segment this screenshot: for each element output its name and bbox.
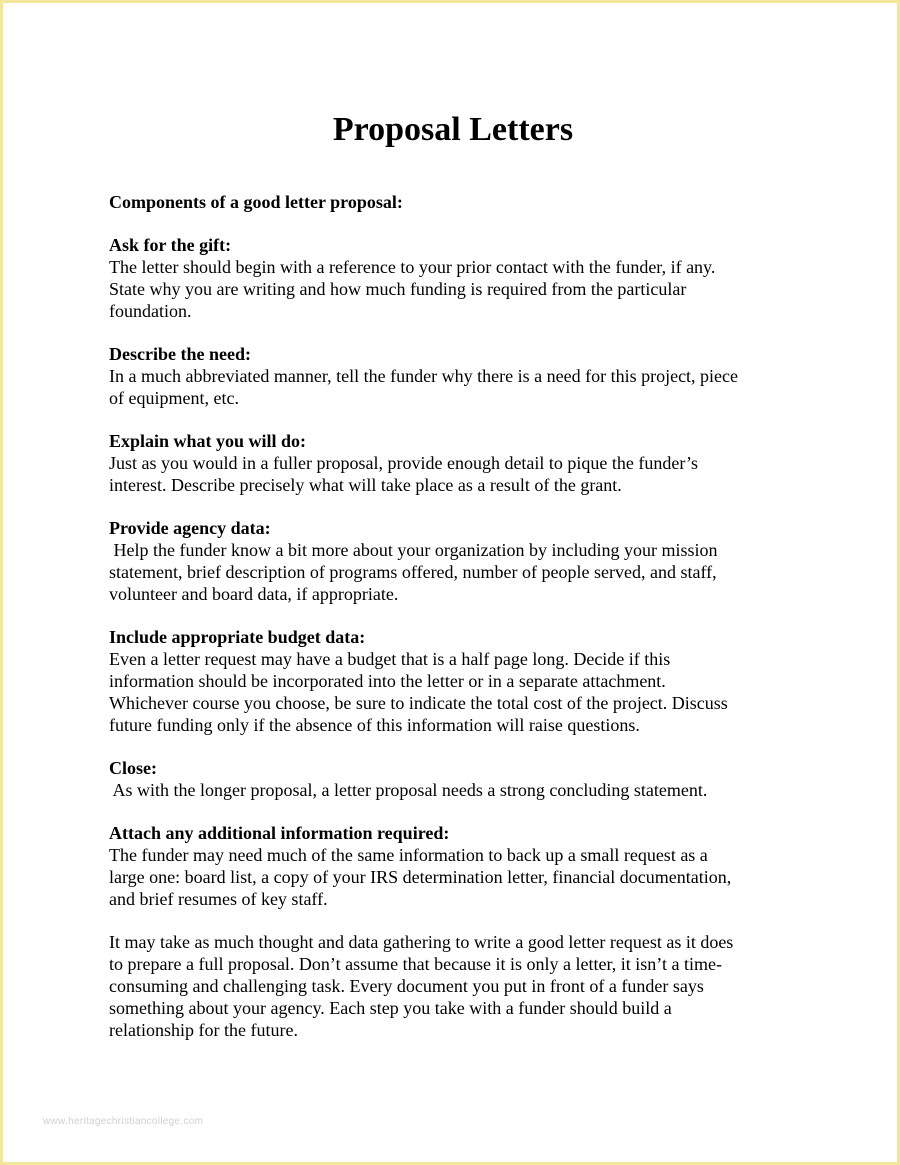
section-heading: Describe the need: bbox=[109, 344, 251, 364]
section-line: Even a letter request may have a budget that is a half page long. Decide if this bbox=[109, 649, 671, 669]
watermark-text: www.heritagechristiancollege.com bbox=[43, 1116, 204, 1127]
section-line: Whichever course you choose, be sure to indicate the total cost of the project. Discuss bbox=[109, 693, 728, 713]
section-attach-info bbox=[109, 822, 809, 910]
closing-line: to prepare a full proposal. Don’t assume that because it is only a letter, it isn’t a time- bbox=[109, 954, 722, 974]
section-heading: Close: bbox=[109, 758, 157, 778]
section-close bbox=[109, 757, 809, 801]
document-body bbox=[109, 191, 809, 1041]
section-explain-plan bbox=[109, 430, 809, 496]
section-heading: Attach any additional information required: bbox=[109, 823, 450, 843]
closing-line: consuming and challenging task. Every document you put in front of a funder says bbox=[109, 976, 704, 996]
section-line: As with the longer proposal, a letter proposal needs a strong concluding statement. bbox=[109, 780, 708, 800]
section-line: of equipment, etc. bbox=[109, 388, 239, 408]
section-heading: Provide agency data: bbox=[109, 518, 271, 538]
page-title: Proposal Letters bbox=[332, 111, 574, 148]
section-describe-need bbox=[109, 343, 809, 409]
section-line: The letter should begin with a reference to your prior contact with the funder, if any. bbox=[109, 257, 716, 277]
section-line: future funding only if the absence of this information will raise questions. bbox=[109, 715, 640, 735]
section-line: volunteer and board data, if appropriate. bbox=[109, 584, 399, 604]
section-ask-for-gift bbox=[109, 234, 809, 322]
section-line: In a much abbreviated manner, tell the funder why there is a need for this project, piece bbox=[109, 366, 739, 386]
section-budget-data bbox=[109, 626, 809, 736]
section-heading: Ask for the gift: bbox=[109, 235, 232, 255]
section-line: Help the funder know a bit more about your organization by including your mission bbox=[109, 540, 718, 560]
section-line: The funder may need much of the same information to back up a small request as a bbox=[109, 845, 708, 865]
closing-line: It may take as much thought and data gathering to write a good letter request as it does bbox=[109, 932, 734, 952]
section-line: interest. Describe precisely what will take place as a result of the grant. bbox=[109, 475, 622, 495]
section-line: statement, brief description of programs offered, number of people served, and staff, bbox=[109, 562, 717, 582]
section-heading: Include appropriate budget data: bbox=[109, 627, 366, 647]
document-subtitle: Components of a good letter proposal: bbox=[109, 192, 403, 212]
section-line: foundation. bbox=[109, 301, 192, 321]
section-agency-data bbox=[109, 517, 809, 605]
section-line: State why you are writing and how much funding is required from the particular bbox=[109, 279, 687, 299]
section-line: Just as you would in a fuller proposal, provide enough detail to pique the funder’s bbox=[109, 453, 699, 473]
section-line: large one: board list, a copy of your IRS determination letter, financial documentation, bbox=[109, 867, 732, 887]
section-line: and brief resumes of key staff. bbox=[109, 889, 328, 909]
closing-line: something about your agency. Each step you take with a funder should build a bbox=[109, 998, 672, 1018]
closing-line: relationship for the future. bbox=[109, 1020, 298, 1040]
section-line: information should be incorporated into the letter or in a separate attachment. bbox=[109, 671, 666, 691]
section-heading: Explain what you will do: bbox=[109, 431, 307, 451]
closing-paragraph bbox=[109, 931, 809, 1041]
